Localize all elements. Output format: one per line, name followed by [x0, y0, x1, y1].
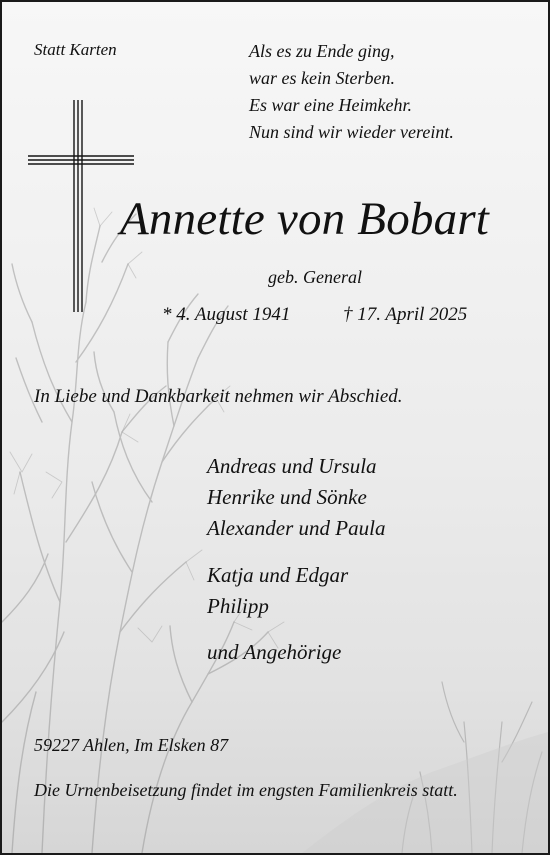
poem-line: Nun sind wir wieder vereint.: [249, 122, 454, 142]
farewell-intro: In Liebe und Dankbarkeit nehmen wir Abschied.: [34, 386, 403, 407]
address: 59227 Ahlen, Im Elsken 87: [34, 735, 229, 755]
header-statt-karten: Statt Karten: [34, 40, 117, 59]
poem: [249, 38, 454, 146]
family-group-1: [207, 451, 385, 544]
poem-line: Als es zu Ende ging,: [249, 41, 395, 61]
family-line: Philipp: [207, 594, 269, 618]
poem-line: Es war eine Heimkehr.: [249, 95, 412, 115]
relatives: und Angehörige: [207, 640, 342, 664]
family-group-2: [207, 560, 348, 622]
family-line: Andreas und Ursula: [207, 454, 377, 478]
death-date: † 17. April 2025: [343, 304, 468, 325]
birth-date: * 4. August 1941: [162, 304, 291, 325]
deceased-name: Annette von Bobart: [120, 193, 490, 245]
family-line: Henrike und Sönke: [207, 485, 367, 509]
cross-icon: [28, 100, 134, 312]
family-line: Alexander und Paula: [207, 516, 386, 540]
birth-name: geb. General: [268, 267, 362, 287]
family-line: Katja und Edgar: [207, 563, 349, 587]
poem-line: war es kein Sterben.: [249, 68, 395, 88]
burial-note: Die Urnenbeisetzung findet im engsten Familienkreis statt.: [34, 780, 458, 800]
